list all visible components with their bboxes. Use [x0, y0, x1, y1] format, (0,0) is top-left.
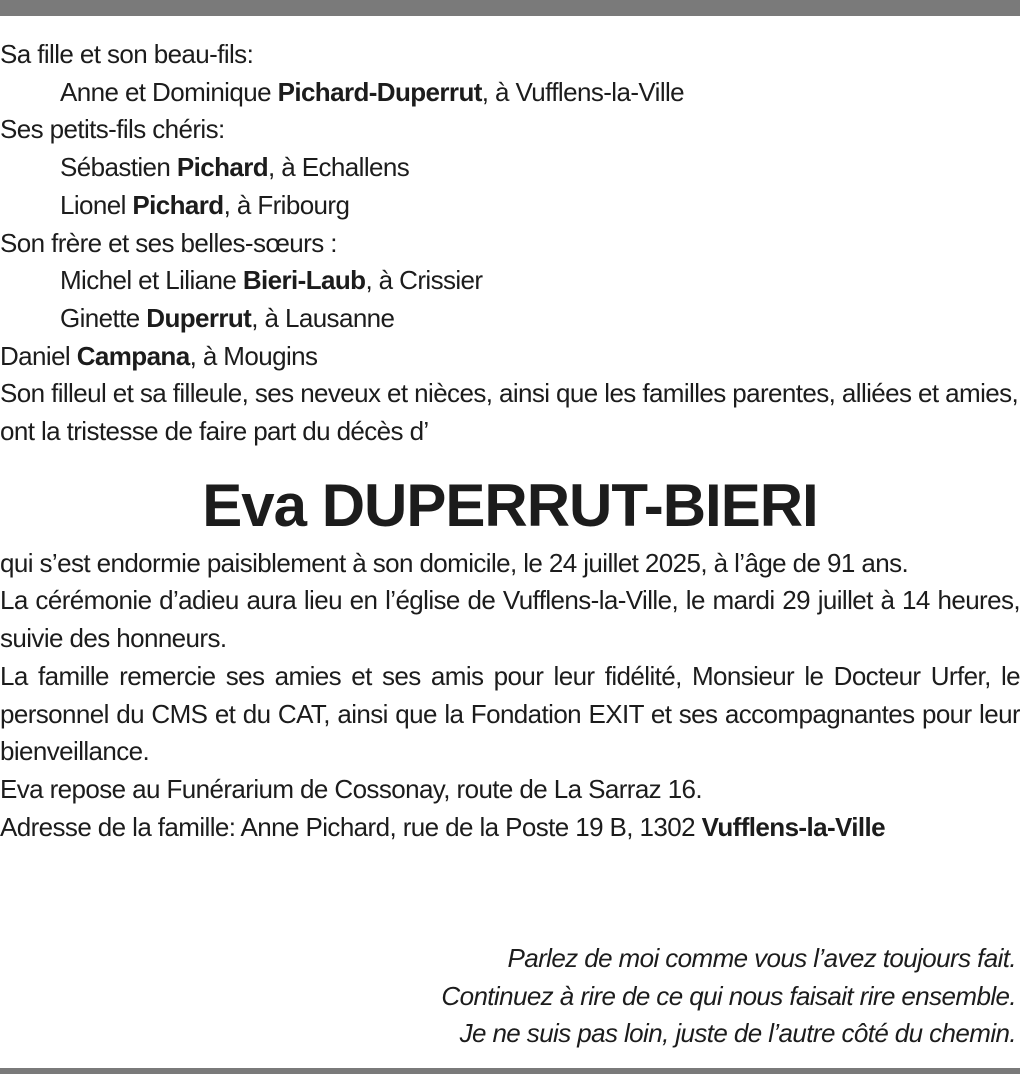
companion-first-name: Daniel: [0, 340, 77, 371]
grandson-surname: Pichard: [132, 189, 224, 220]
announcement-line: ont la tristesse de faire part du décès d’: [0, 416, 429, 447]
address-town: Vufflens-la-Ville: [701, 811, 886, 842]
daughter-header: Sa fille et son beau-fils:: [0, 39, 254, 69]
sibling-place: , à Lausanne: [251, 302, 395, 333]
sibling-entry: [0, 300, 1020, 338]
quote-line: Parlez de moi comme vous l’avez toujours fait.: [507, 943, 1016, 973]
companion-entry: [0, 338, 1020, 376]
grandson-place: , à Fribourg: [223, 189, 350, 220]
sibling-place: , à Crissier: [365, 265, 483, 296]
companion-surname: Campana: [76, 340, 190, 371]
bottom-rule: [0, 1068, 1020, 1074]
sibling-surname: Duperrut: [146, 302, 252, 333]
obituary-notice: [0, 36, 1020, 846]
top-rule: [0, 0, 1020, 16]
thanks-paragraph: La famille remercie ses amies et ses amis pour leur fidélité, Monsieur le Docteur Urfer, le personnel du CMS et du CAT, ainsi que la Fondation EXIT et ses accompagnantes pour leur bienveillance.: [0, 660, 1020, 767]
daughter-place: , à Vufflens-la-Ville: [481, 76, 685, 107]
sibling-surname: Bieri-Laub: [242, 265, 366, 296]
address-text: Adresse de la famille: Anne Pichard, rue de la Poste 19 B, 1302: [0, 811, 702, 842]
grandson-entry: [0, 187, 1020, 225]
family-address: [0, 809, 1020, 847]
sibling-first-names: Ginette: [60, 302, 147, 333]
ceremony-paragraph: La cérémonie d’adieu aura lieu en l’église de Vufflens-la-Ville, le mardi 29 juillet à 14 heures, suivie des honneurs.: [0, 585, 1020, 654]
companion-place: , à Mougins: [189, 340, 318, 371]
siblings-header: Son frère et ses belles-sœurs :: [0, 227, 337, 258]
grandson-place: , à Echallens: [268, 152, 410, 183]
grandson-surname: Pichard: [176, 152, 269, 183]
grandsons-header: Ses petits-fils chéris:: [0, 114, 225, 145]
daughter-surname: Pichard-Duperrut: [277, 76, 482, 107]
quote-line: Je ne suis pas loin, juste de l’autre côté du chemin.: [459, 1018, 1016, 1049]
quote-line: Continuez à rire de ce qui nous faisait rire ensemble.: [441, 980, 1016, 1011]
grandson-first-name: Lionel: [60, 189, 133, 220]
sibling-entry: [0, 262, 1020, 300]
rest-location: Eva repose au Funérarium de Cossonay, route de La Sarraz 16.: [0, 773, 703, 804]
grandson-first-name: Sébastien: [60, 152, 177, 183]
sibling-first-names: Michel et Liliane: [60, 265, 243, 296]
death-paragraph: qui s’est endormie paisiblement à son domicile, le 24 juillet 2025, à l’âge de 91 ans.: [0, 547, 909, 578]
closing-quote: [441, 940, 1016, 1053]
grandson-entry: [0, 149, 1020, 187]
other-relatives: Son filleul et sa filleule, ses neveux et nièces, ainsi que les familles parentes, alliées et amies,: [0, 378, 1019, 409]
daughter-entry: [0, 74, 1020, 112]
daughter-first-names: Anne et Dominique: [60, 76, 278, 107]
deceased-name: Eva DUPERRUT-BIERI: [202, 471, 818, 539]
